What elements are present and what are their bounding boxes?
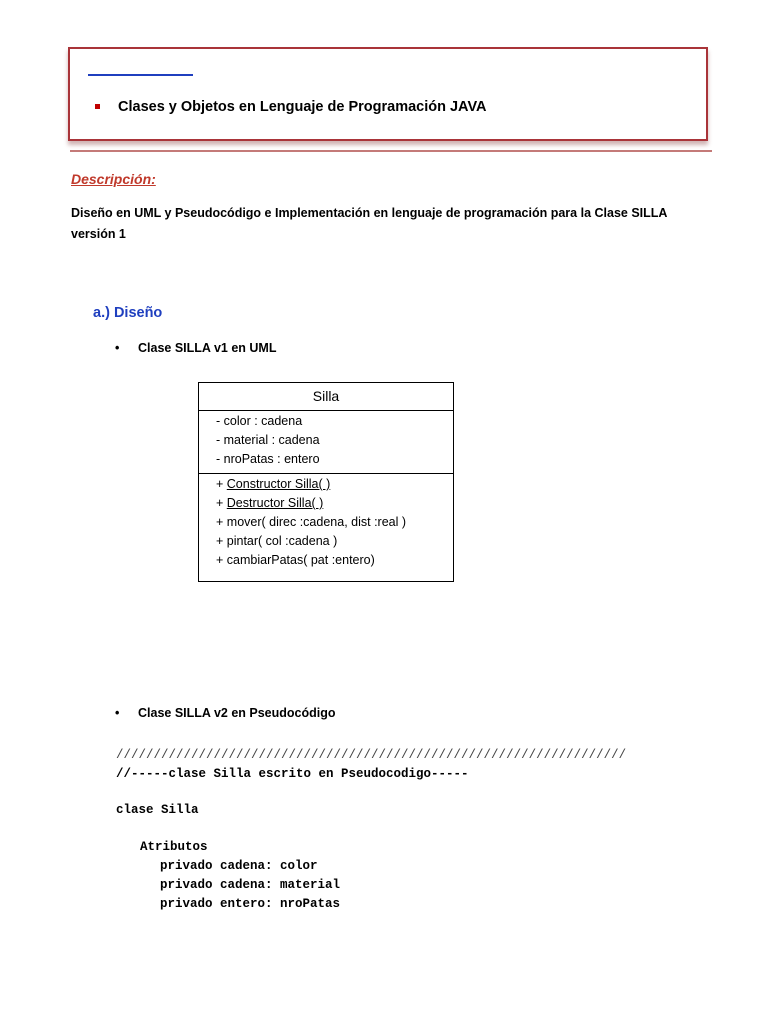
code-attribute-line: privado cadena: material xyxy=(160,878,341,892)
uml-op-name: Destructor Silla( ) xyxy=(226,496,324,510)
uml-class-name: Silla xyxy=(199,383,453,411)
uml-op-name: cambiarPatas( pat :entero) xyxy=(226,553,375,567)
uml-attribute: - material : cadena xyxy=(216,433,320,447)
uml-operation xyxy=(216,494,453,513)
bullet-pseudocode-label: Clase SILLA v2 en Pseudocódigo xyxy=(138,706,336,720)
uml-operation xyxy=(216,551,453,570)
uml-op-prefix: + xyxy=(216,477,227,491)
code-attribute-line: privado cadena: color xyxy=(160,859,318,873)
code-separator: //////////////////////////////////////////////////////////////////// xyxy=(116,748,627,762)
description-heading: Descripción: xyxy=(71,171,156,187)
bullet-dot-icon: • xyxy=(115,341,120,355)
uml-operation xyxy=(216,475,453,494)
uml-operation xyxy=(216,513,453,532)
uml-op-prefix: + xyxy=(216,534,227,548)
page-title: Clases y Objetos en Lenguaje de Programación JAVA xyxy=(118,99,487,115)
bullet-uml-label: Clase SILLA v1 en UML xyxy=(138,341,277,355)
uml-class-diagram xyxy=(198,382,454,582)
uml-op-name: mover( direc :cadena, dist :real ) xyxy=(226,515,407,529)
uml-op-name: Constructor Silla( ) xyxy=(226,477,331,491)
header-box xyxy=(68,47,708,141)
square-bullet-icon xyxy=(95,104,100,109)
code-comment: //-----clase Silla escrito en Pseudocodigo----- xyxy=(116,767,469,781)
bullet-pseudocode xyxy=(115,706,336,720)
uml-operations xyxy=(199,474,453,570)
uml-attributes xyxy=(199,411,453,474)
bullet-dot-icon: • xyxy=(115,706,120,720)
uml-attribute: - color : cadena xyxy=(216,414,303,428)
section-heading-design: a.) Diseño xyxy=(93,305,163,321)
uml-op-name: pintar( col :cadena ) xyxy=(226,534,338,548)
divider xyxy=(70,150,712,152)
bullet-uml xyxy=(115,341,277,355)
description-text: Diseño en UML y Pseudocódigo e Implementación en lenguaje de programación para la Clase SILLA versión 1 xyxy=(71,206,667,241)
uml-op-prefix: + xyxy=(216,515,227,529)
uml-operation xyxy=(216,532,453,551)
code-attributes-label: Atributos xyxy=(140,840,208,854)
uml-attribute: - nroPatas : entero xyxy=(216,452,320,466)
code-class-line: clase Silla xyxy=(116,803,199,817)
header-link-underline[interactable] xyxy=(88,74,193,76)
uml-op-prefix: + xyxy=(216,496,227,510)
code-attribute-line: privado entero: nroPatas xyxy=(160,897,341,911)
uml-op-prefix: + xyxy=(216,553,227,567)
